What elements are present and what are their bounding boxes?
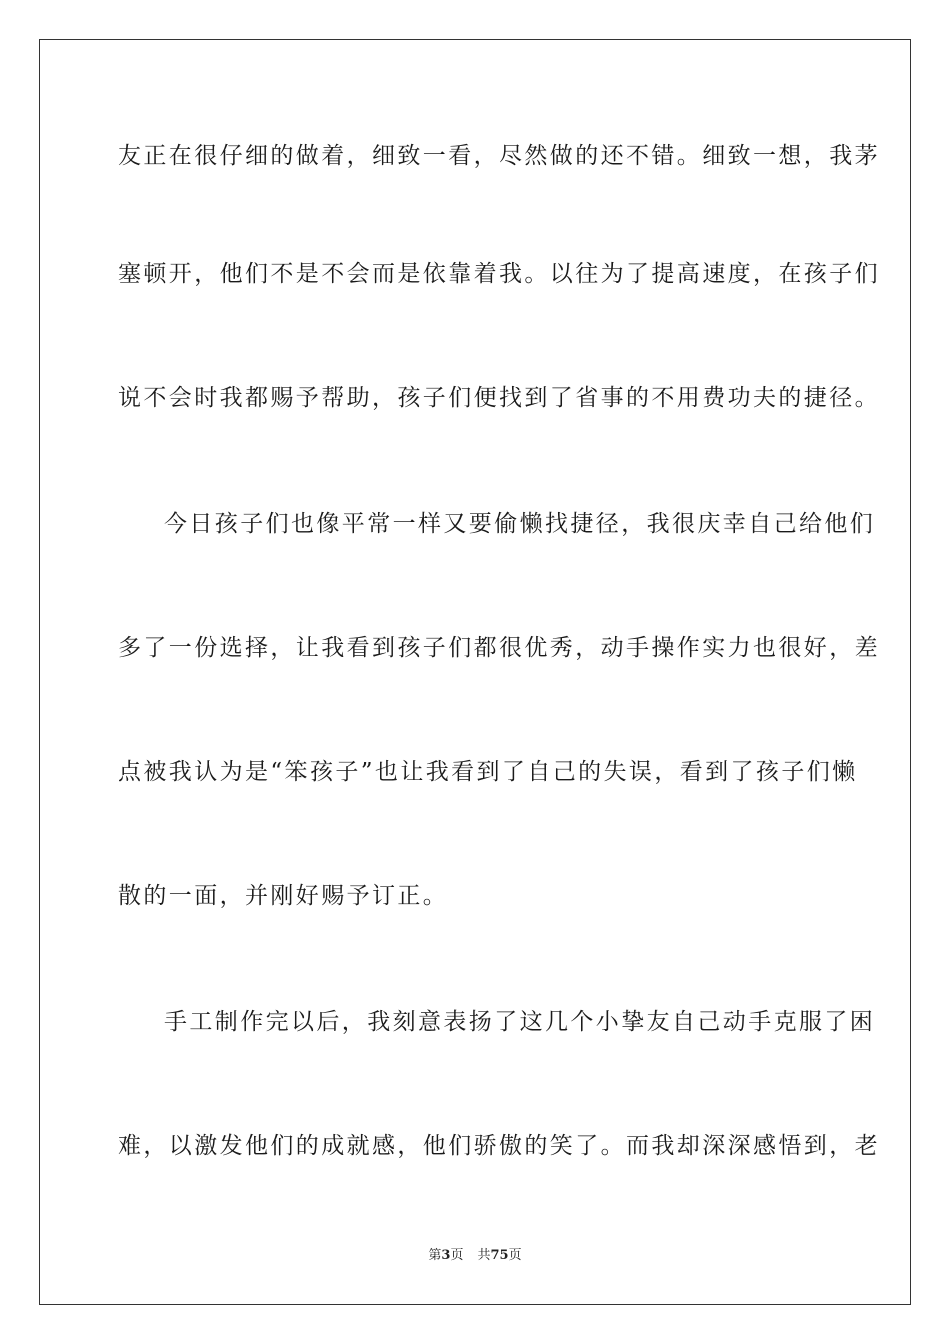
page-border — [39, 39, 911, 1305]
text-line: 友正在很仔细的做着，细致一看，尽然做的还不错。细致一想，我茅 — [118, 143, 880, 169]
total-pages: 75 — [490, 1248, 509, 1263]
total-prefix: 共 — [477, 1248, 491, 1263]
text-line: 点被我认为是“笨孩子”也让我看到了自己的失误，看到了孩子们懒 — [118, 759, 858, 785]
paragraph-start-line: 今日孩子们也像平常一样又要偷懒找捷径，我很庆幸自己给他们 — [164, 511, 876, 537]
text-line: 难，以激发他们的成就感，他们骄傲的笑了。而我却深深感悟到，老 — [118, 1133, 880, 1159]
page-footer — [0, 1247, 950, 1265]
total-suffix: 页 — [508, 1248, 522, 1263]
page-suffix: 页 — [450, 1248, 464, 1263]
text-line: 多了一份选择，让我看到孩子们都很优秀，动手操作实力也很好，差 — [118, 635, 880, 661]
text-line: 塞顿开，他们不是不会而是依靠着我。以往为了提高速度，在孩子们 — [118, 261, 880, 287]
page-prefix: 第 — [428, 1248, 442, 1263]
text-line: 说不会时我都赐予帮助，孩子们便找到了省事的不用费功夫的捷径。 — [118, 385, 880, 411]
text-line: 散的一面，并刚好赐予订正。 — [118, 883, 449, 909]
page-number: 3 — [441, 1248, 451, 1263]
paragraph-start-line: 手工制作完以后，我刻意表扬了这几个小挚友自己动手克服了困 — [164, 1009, 876, 1035]
